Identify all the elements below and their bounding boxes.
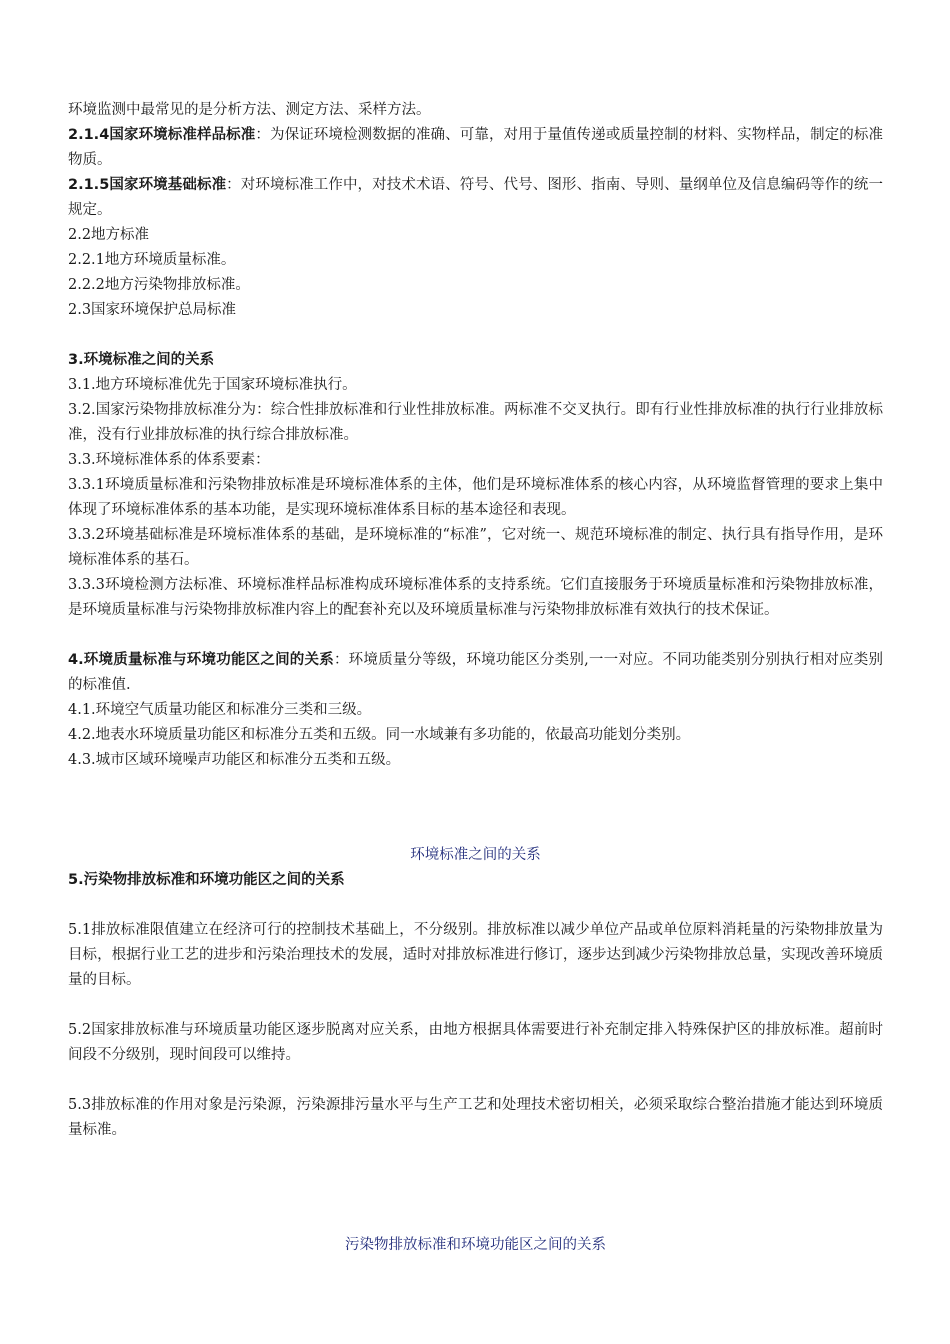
section-heading: 2.3国家环境保护总局标准 xyxy=(68,302,237,318)
paragraph: 3.2.国家污染物排放标准分为：综合性排放标准和行业性排放标准。两标准不交叉执行。即有行业性排放标准的执行行业排放标准，没有行业排放标准的执行综合排放标准。 xyxy=(68,402,883,443)
paragraph xyxy=(68,173,883,223)
section-heading: 3.环境标准之间的关系 xyxy=(68,352,215,368)
list-item: 4.3.城市区域环境噪声功能区和标准分五类和五级。 xyxy=(68,752,401,768)
paragraph: 3.1.地方环境标准优先于国家环境标准执行。 xyxy=(68,377,357,393)
paragraph: 环境监测中最常见的是分析方法、测定方法、采样方法。 xyxy=(68,102,431,118)
section-heading: 5.污染物排放标准和环境功能区之间的关系 xyxy=(68,872,345,888)
term-label: 2.1.5国家环境基础标准 xyxy=(68,177,227,193)
section-heading: 2.2地方标准 xyxy=(68,227,150,243)
term-definition: ：对环境标准工作中，对技术术语、符号、代号、图形、指南、导则、量纲单位及信息编码等作的统一规定。 xyxy=(68,177,883,218)
paragraph: 5.3排放标准的作用对象是污染源，污染源排污量水平与生产工艺和处理技术密切相关，必须采取综合整治措施才能达到环境质量标准。 xyxy=(68,1097,883,1138)
paragraph: 5.1排放标准限值建立在经济可行的控制技术基础上，不分级别。排放标准以减少单位产品或单位原料消耗量的污染物排放量为目标，根据行业工艺的进步和污染治理技术的发展，适时对排放标准进行修订，逐步达到减少污染物排放总量，实现改善环境质量的目标。 xyxy=(68,922,883,988)
paragraph: 3.3.2环境基础标准是环境标准体系的基础，是环境标准的“标准”，它对统一、规范环境标准的制定、执行具有指导作用，是环境标准体系的基石。 xyxy=(68,527,883,568)
paragraph xyxy=(68,648,883,698)
section-intro: ：环境质量分等级，环境功能区分类别,一一对应。不同功能类别分别执行相对应类别的标准值. xyxy=(68,652,883,693)
list-item: 2.2.1地方环境质量标准。 xyxy=(68,252,236,268)
paragraph: 3.3.3环境检测方法标准、环境标准样品标准构成环境标准体系的支持系统。它们直接服务于环境质量标准和污染物排放标准，是环境质量标准与污染物排放标准内容上的配套补充以及环境质量标准与污染物排放标准有效执行的技术保证。 xyxy=(68,577,883,618)
paragraph: 3.3.1环境质量标准和污染物排放标准是环境标准体系的主体，他们是环境标准体系的核心内容，从环境监督管理的要求上集中体现了环境标准体系的基本功能，是实现环境标准体系目标的基本途径和表现。 xyxy=(68,477,883,518)
list-item: 4.2.地表水环境质量功能区和标准分五类和五级。同一水域兼有多功能的，依最高功能划分类别。 xyxy=(68,727,691,743)
document-body xyxy=(68,98,883,1258)
figure-caption: 污染物排放标准和环境功能区之间的关系 xyxy=(345,1237,606,1253)
figure-caption: 环境标准之间的关系 xyxy=(410,847,541,863)
term-definition: ：为保证环境检测数据的准确、可靠，对用于量值传递或质量控制的材料、实物样品，制定的标准物质。 xyxy=(68,127,883,168)
term-label: 2.1.4国家环境标准样品标准 xyxy=(68,127,256,143)
list-item: 4.1.环境空气质量功能区和标准分三类和三级。 xyxy=(68,702,372,718)
section-heading: 4.环境质量标准与环境功能区之间的关系 xyxy=(68,652,334,668)
paragraph: 5.2国家排放标准与环境质量功能区逐步脱离对应关系，由地方根据具体需要进行补充制定排入特殊保护区的排放标准。超前时间段不分级别，现时间段可以维持。 xyxy=(68,1022,883,1063)
paragraph: 3.3.环境标准体系的体系要素： xyxy=(68,452,270,468)
list-item: 2.2.2地方污染物排放标准。 xyxy=(68,277,250,293)
paragraph xyxy=(68,123,883,173)
